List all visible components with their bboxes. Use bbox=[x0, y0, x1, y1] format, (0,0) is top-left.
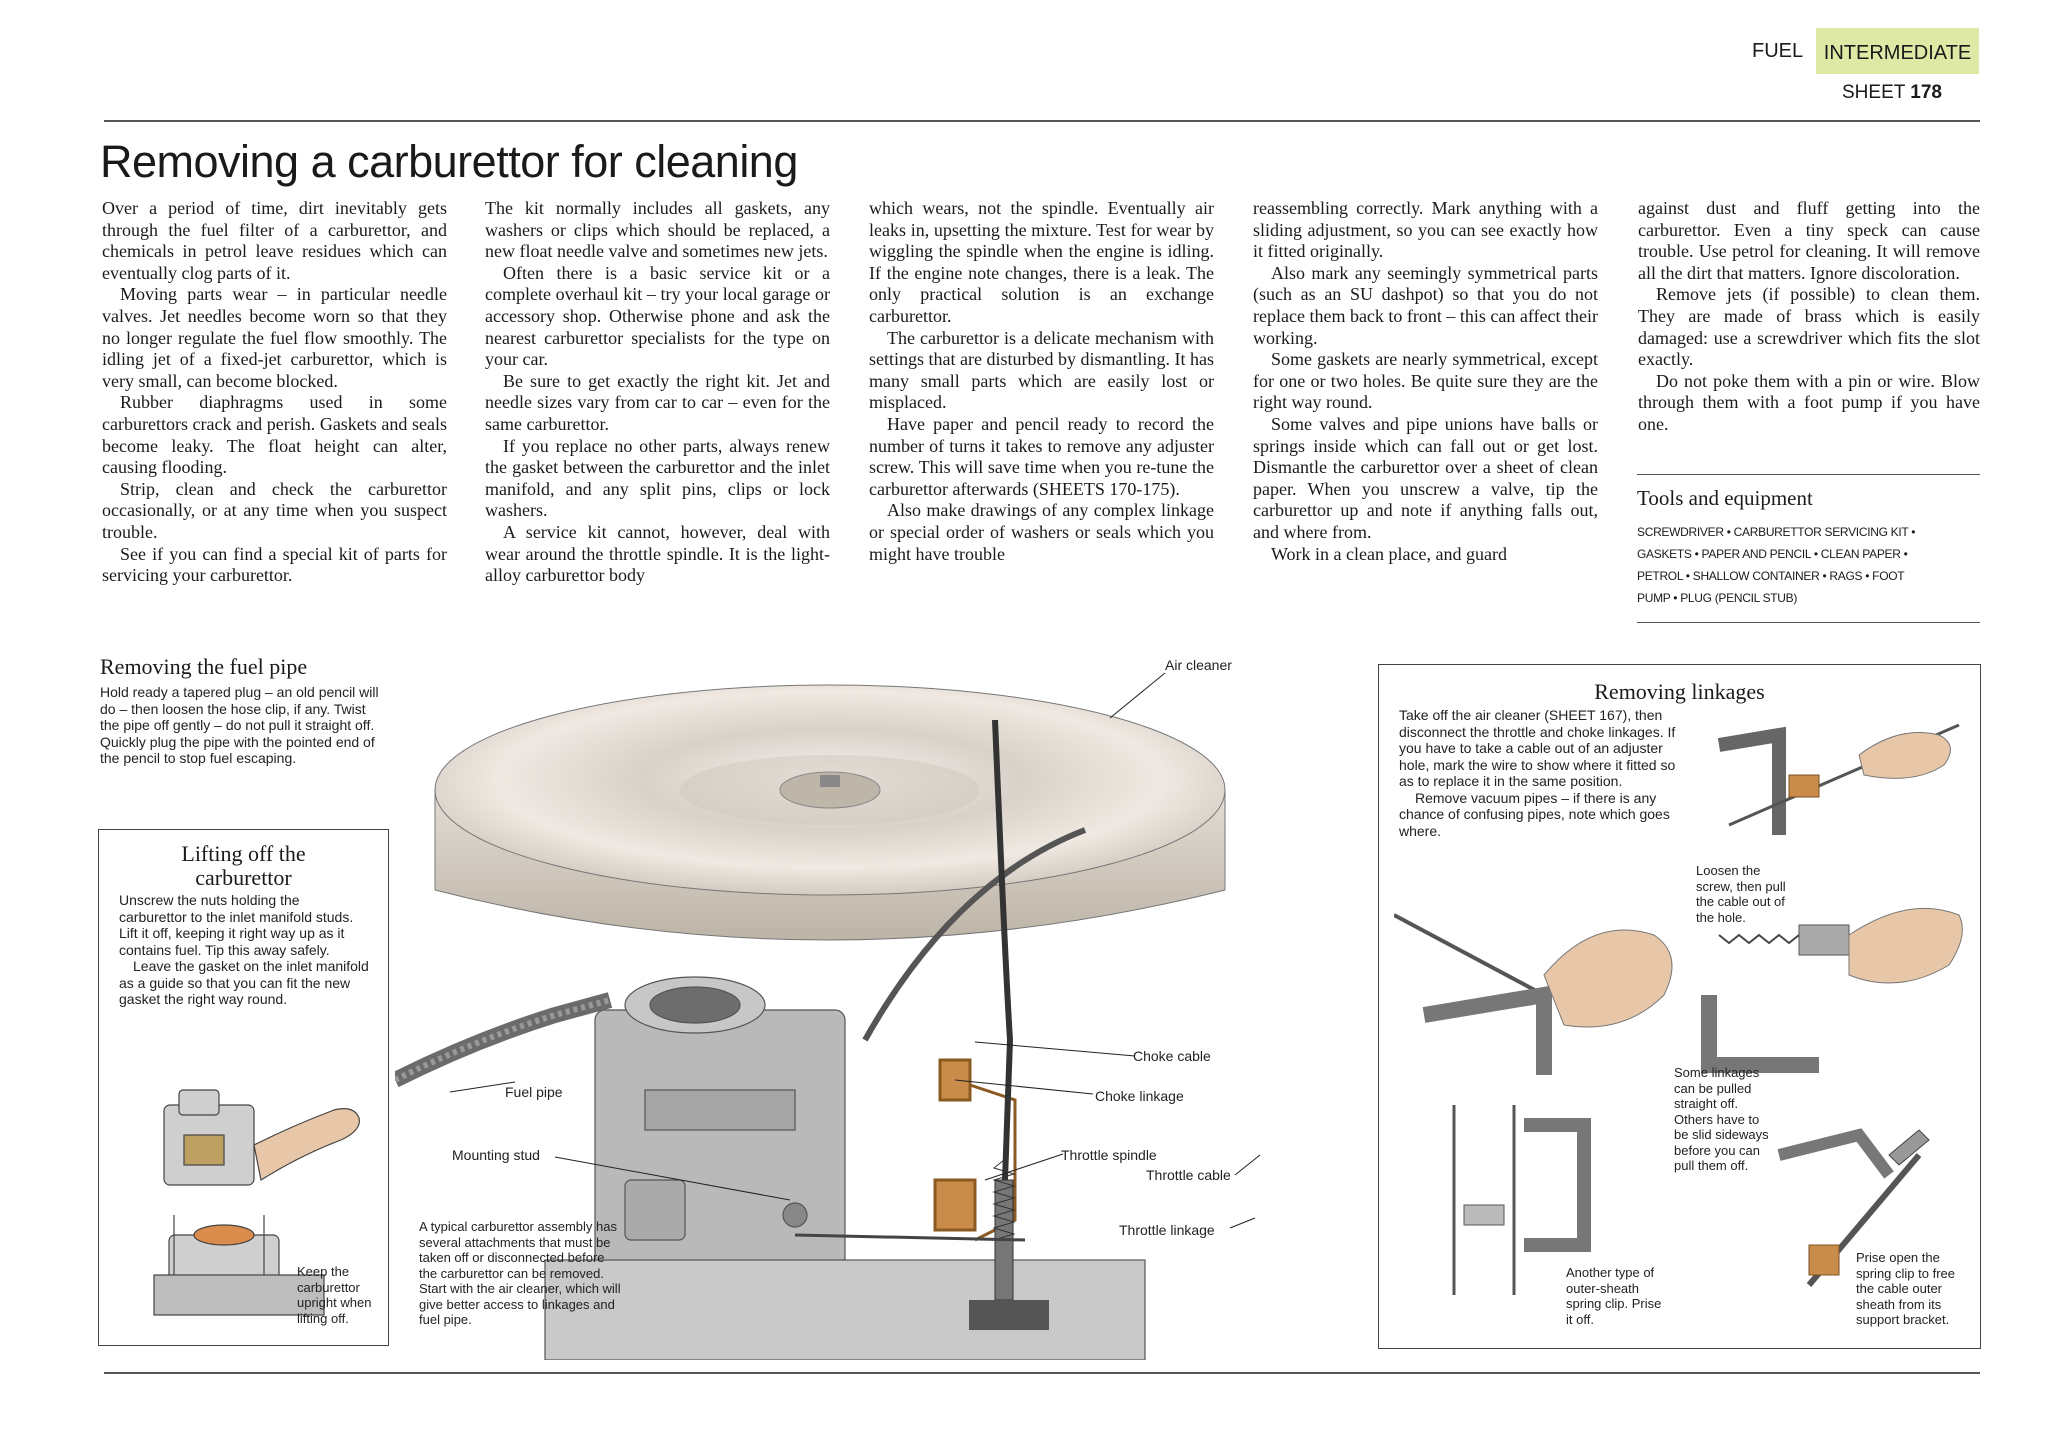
lifting-heading bbox=[99, 842, 388, 890]
paragraph: See if you can find a special kit of parts for servicing your carburettor. bbox=[102, 543, 447, 586]
paragraph: Have paper and pencil ready to record the number of turns it takes to remove any adjuster screw. This will save time when you re-tune the carburettor afterwards (SHEETS 170-175). bbox=[869, 413, 1214, 499]
column-1 bbox=[102, 198, 447, 587]
tools-line: SCREWDRIVER • CARBURETTOR SERVICING KIT • bbox=[1637, 525, 1916, 539]
main-figure-caption: A typical carburettor assembly has several attachments that must be taken off or disconnected before the carburettor can be removed. Start with the air cleaner, which will give better access to linkages and fuel pipe. bbox=[419, 1219, 621, 1327]
paragraph: The carburettor is a delicate mechanism with settings that are disturbed by dismantling. It has many small parts which are easily lost or misplaced. bbox=[869, 327, 1214, 413]
paragraph: Remove vacuum pipes – if there is any chance of confusing pipes, note which goes where. bbox=[1399, 789, 1670, 839]
column-4 bbox=[1253, 198, 1598, 565]
linkage-illustration-2 bbox=[1394, 895, 1684, 1095]
paragraph: Leave the gasket on the inlet manifold as a guide so that you can fit the new gasket the right way round. bbox=[119, 958, 369, 1007]
paragraph: against dust and fluff getting into the carburettor. Even a tiny speck can cause trouble. Use petrol for cleaning. It will remove all the dirt that matters. Ignore discoloration. bbox=[1638, 198, 1980, 283]
label-fuel-pipe: Fuel pipe bbox=[505, 1084, 563, 1100]
paragraph: Also make drawings of any complex linkage or special order of washers or seals which you might have trouble bbox=[869, 500, 1214, 564]
paragraph: Over a period of time, dirt inevitably gets through the fuel filter of a carburettor, and chemicals in petrol leave residues which can eventually clog parts of it. bbox=[102, 198, 447, 283]
caption-another: Another type of outer-sheath spring clip. Prise it off. bbox=[1566, 1265, 1662, 1327]
linkage-illustration-1 bbox=[1709, 715, 1969, 865]
fuel-pipe-panel bbox=[100, 654, 390, 767]
column-2 bbox=[485, 198, 830, 587]
column-5 bbox=[1638, 198, 1980, 436]
label-throttle-spindle: Throttle spindle bbox=[1061, 1147, 1157, 1163]
linkages-text bbox=[1399, 707, 1679, 839]
tools-rule-bottom bbox=[1637, 622, 1980, 623]
label-mounting-stud: Mounting stud bbox=[452, 1147, 540, 1163]
label-choke-linkage: Choke linkage bbox=[1095, 1088, 1184, 1104]
paragraph: Moving parts wear – in particular needle valves. Jet needles become worn so that they no longer regulate the fuel flow smoothly. The idling jet of a fixed-jet carburettor, which is very small, can become blocked. bbox=[102, 284, 447, 391]
paragraph: Some valves and pipe unions have balls or springs inside which can fall out or get lost. Dismantle the carburettor over a sheet of clean paper. When you unscrew a valve, tip the carburettor up and note if anything falls out, and where from. bbox=[1253, 413, 1598, 542]
section-tag: FUEL bbox=[1752, 40, 1804, 62]
sheet-number-value: 178 bbox=[1910, 82, 1942, 103]
lifting-heading-line-2: carburettor bbox=[195, 865, 292, 890]
label-air-cleaner: Air cleaner bbox=[1165, 657, 1232, 673]
tools-list bbox=[1637, 521, 1980, 609]
caption-prise: Prise open the spring clip to free the cable outer sheath from its support bracket. bbox=[1856, 1250, 1955, 1327]
column-3 bbox=[869, 198, 1214, 565]
paragraph: which wears, not the spindle. Eventually air leaks in, upsetting the mixture. Test for wear by wiggling the spindle when the engine is idling. If the engine note changes, there is a leak. The only practical solution is an exchange carburettor. bbox=[869, 198, 1214, 326]
lifting-caption: Keep the carburettor upright when lifting off. bbox=[297, 1264, 372, 1326]
tools-panel bbox=[1637, 486, 1980, 609]
paragraph: Also mark any seemingly symmetrical parts (such as an SU dashpot) so that you do not replace them back to front – this can affect their working. bbox=[1253, 262, 1599, 348]
paragraph: reassembling correctly. Mark anything with a sliding adjustment, so you can see exactly how it fitted originally. bbox=[1253, 198, 1598, 262]
tools-heading: Tools and equipment bbox=[1637, 486, 1813, 510]
fuel-pipe-heading: Removing the fuel pipe bbox=[100, 654, 308, 679]
paragraph: Often there is a basic service kit or a complete overhaul kit – try your local garage or accessory shop. Otherwise phone and ask the nearest carburettor specialists for the type on your car. bbox=[485, 262, 830, 370]
label-throttle-linkage: Throttle linkage bbox=[1119, 1222, 1215, 1238]
fuel-pipe-text: Hold ready a tapered plug – an old pencil will do – then loosen the hose clip, if any. Twist the pipe off gently – do not pull it straight off. Quickly plug the pipe with the pointed end of the pencil to stop fuel escaping. bbox=[100, 684, 379, 766]
linkages-heading: Removing linkages bbox=[1594, 679, 1765, 704]
sheet-label: SHEET bbox=[1842, 82, 1906, 103]
label-throttle-cable: Throttle cable bbox=[1146, 1167, 1231, 1183]
caption-loosen: Loosen the screw, then pull the cable out of the hole. bbox=[1696, 863, 1786, 925]
tools-line: PETROL • SHALLOW CONTAINER • RAGS • FOOT bbox=[1637, 569, 1905, 583]
paragraph: Remove jets (if possible) to clean them. They are made of brass which is easily damaged: use a screwdriver which fits the slot exactly. bbox=[1638, 284, 1980, 370]
linkages-box bbox=[1378, 664, 1981, 1349]
tools-line: PUMP • PLUG (PENCIL STUB) bbox=[1637, 591, 1798, 605]
sheet-number bbox=[1842, 82, 1942, 104]
lifting-text bbox=[119, 892, 370, 1008]
level-badge: INTERMEDIATE bbox=[1816, 28, 1979, 74]
header-rule bbox=[104, 120, 1980, 122]
page-title: Removing a carburettor for cleaning bbox=[100, 136, 798, 187]
paragraph: Do not poke them with a pin or wire. Blow through them with a foot pump if you have one. bbox=[1638, 370, 1980, 434]
paragraph: Some gaskets are nearly symmetrical, except for one or two holes. Be quite sure they are the right way round. bbox=[1253, 349, 1598, 413]
paragraph: Unscrew the nuts holding the carburettor to the inlet manifold studs. Lift it off, keeping it right way up as it contains fuel. Tip this away safely. bbox=[119, 892, 354, 958]
paragraph: Work in a clean place, and guard bbox=[1271, 543, 1507, 564]
lifting-heading-line-1: Lifting off the bbox=[181, 841, 306, 866]
paragraph: Rubber diaphragms used in some carburettors crack and perish. Gaskets and seals become leaky. The float height can alter, causing flooding. bbox=[102, 392, 447, 478]
tools-line: GASKETS • PAPER AND PENCIL • CLEAN PAPER • bbox=[1637, 547, 1908, 561]
paragraph: If you replace no other parts, always renew the gasket between the carburettor and the inlet manifold, and any split pins, clips or lock washers. bbox=[485, 435, 830, 521]
footer-rule bbox=[104, 1372, 1980, 1374]
paragraph: Take off the air cleaner (SHEET 167), then disconnect the throttle and choke linkages. If you have to take a cable out of an adjuster hole, mark the wire to show where it fitted so as to replace it in the same position. bbox=[1399, 707, 1676, 789]
paragraph: The kit normally includes all gaskets, any washers or clips which should be replaced, a new float needle valve and sometimes new jets. bbox=[485, 198, 830, 262]
label-choke-cable: Choke cable bbox=[1133, 1048, 1211, 1064]
paragraph: Strip, clean and check the carburettor occasionally, or at any time when you suspect trouble. bbox=[102, 478, 447, 542]
lifting-box bbox=[98, 829, 389, 1346]
paragraph: Be sure to get exactly the right kit. Jet and needle sizes vary from car to car – even for the same carburettor. bbox=[485, 370, 830, 434]
paragraph: A service kit cannot, however, deal with wear around the throttle spindle. It is the light-alloy carburettor body bbox=[485, 521, 830, 586]
caption-pulled: Some linkages can be pulled straight off. Others have to be slid sideways before you can pull them off. bbox=[1674, 1065, 1769, 1173]
tools-rule-top bbox=[1637, 474, 1980, 475]
